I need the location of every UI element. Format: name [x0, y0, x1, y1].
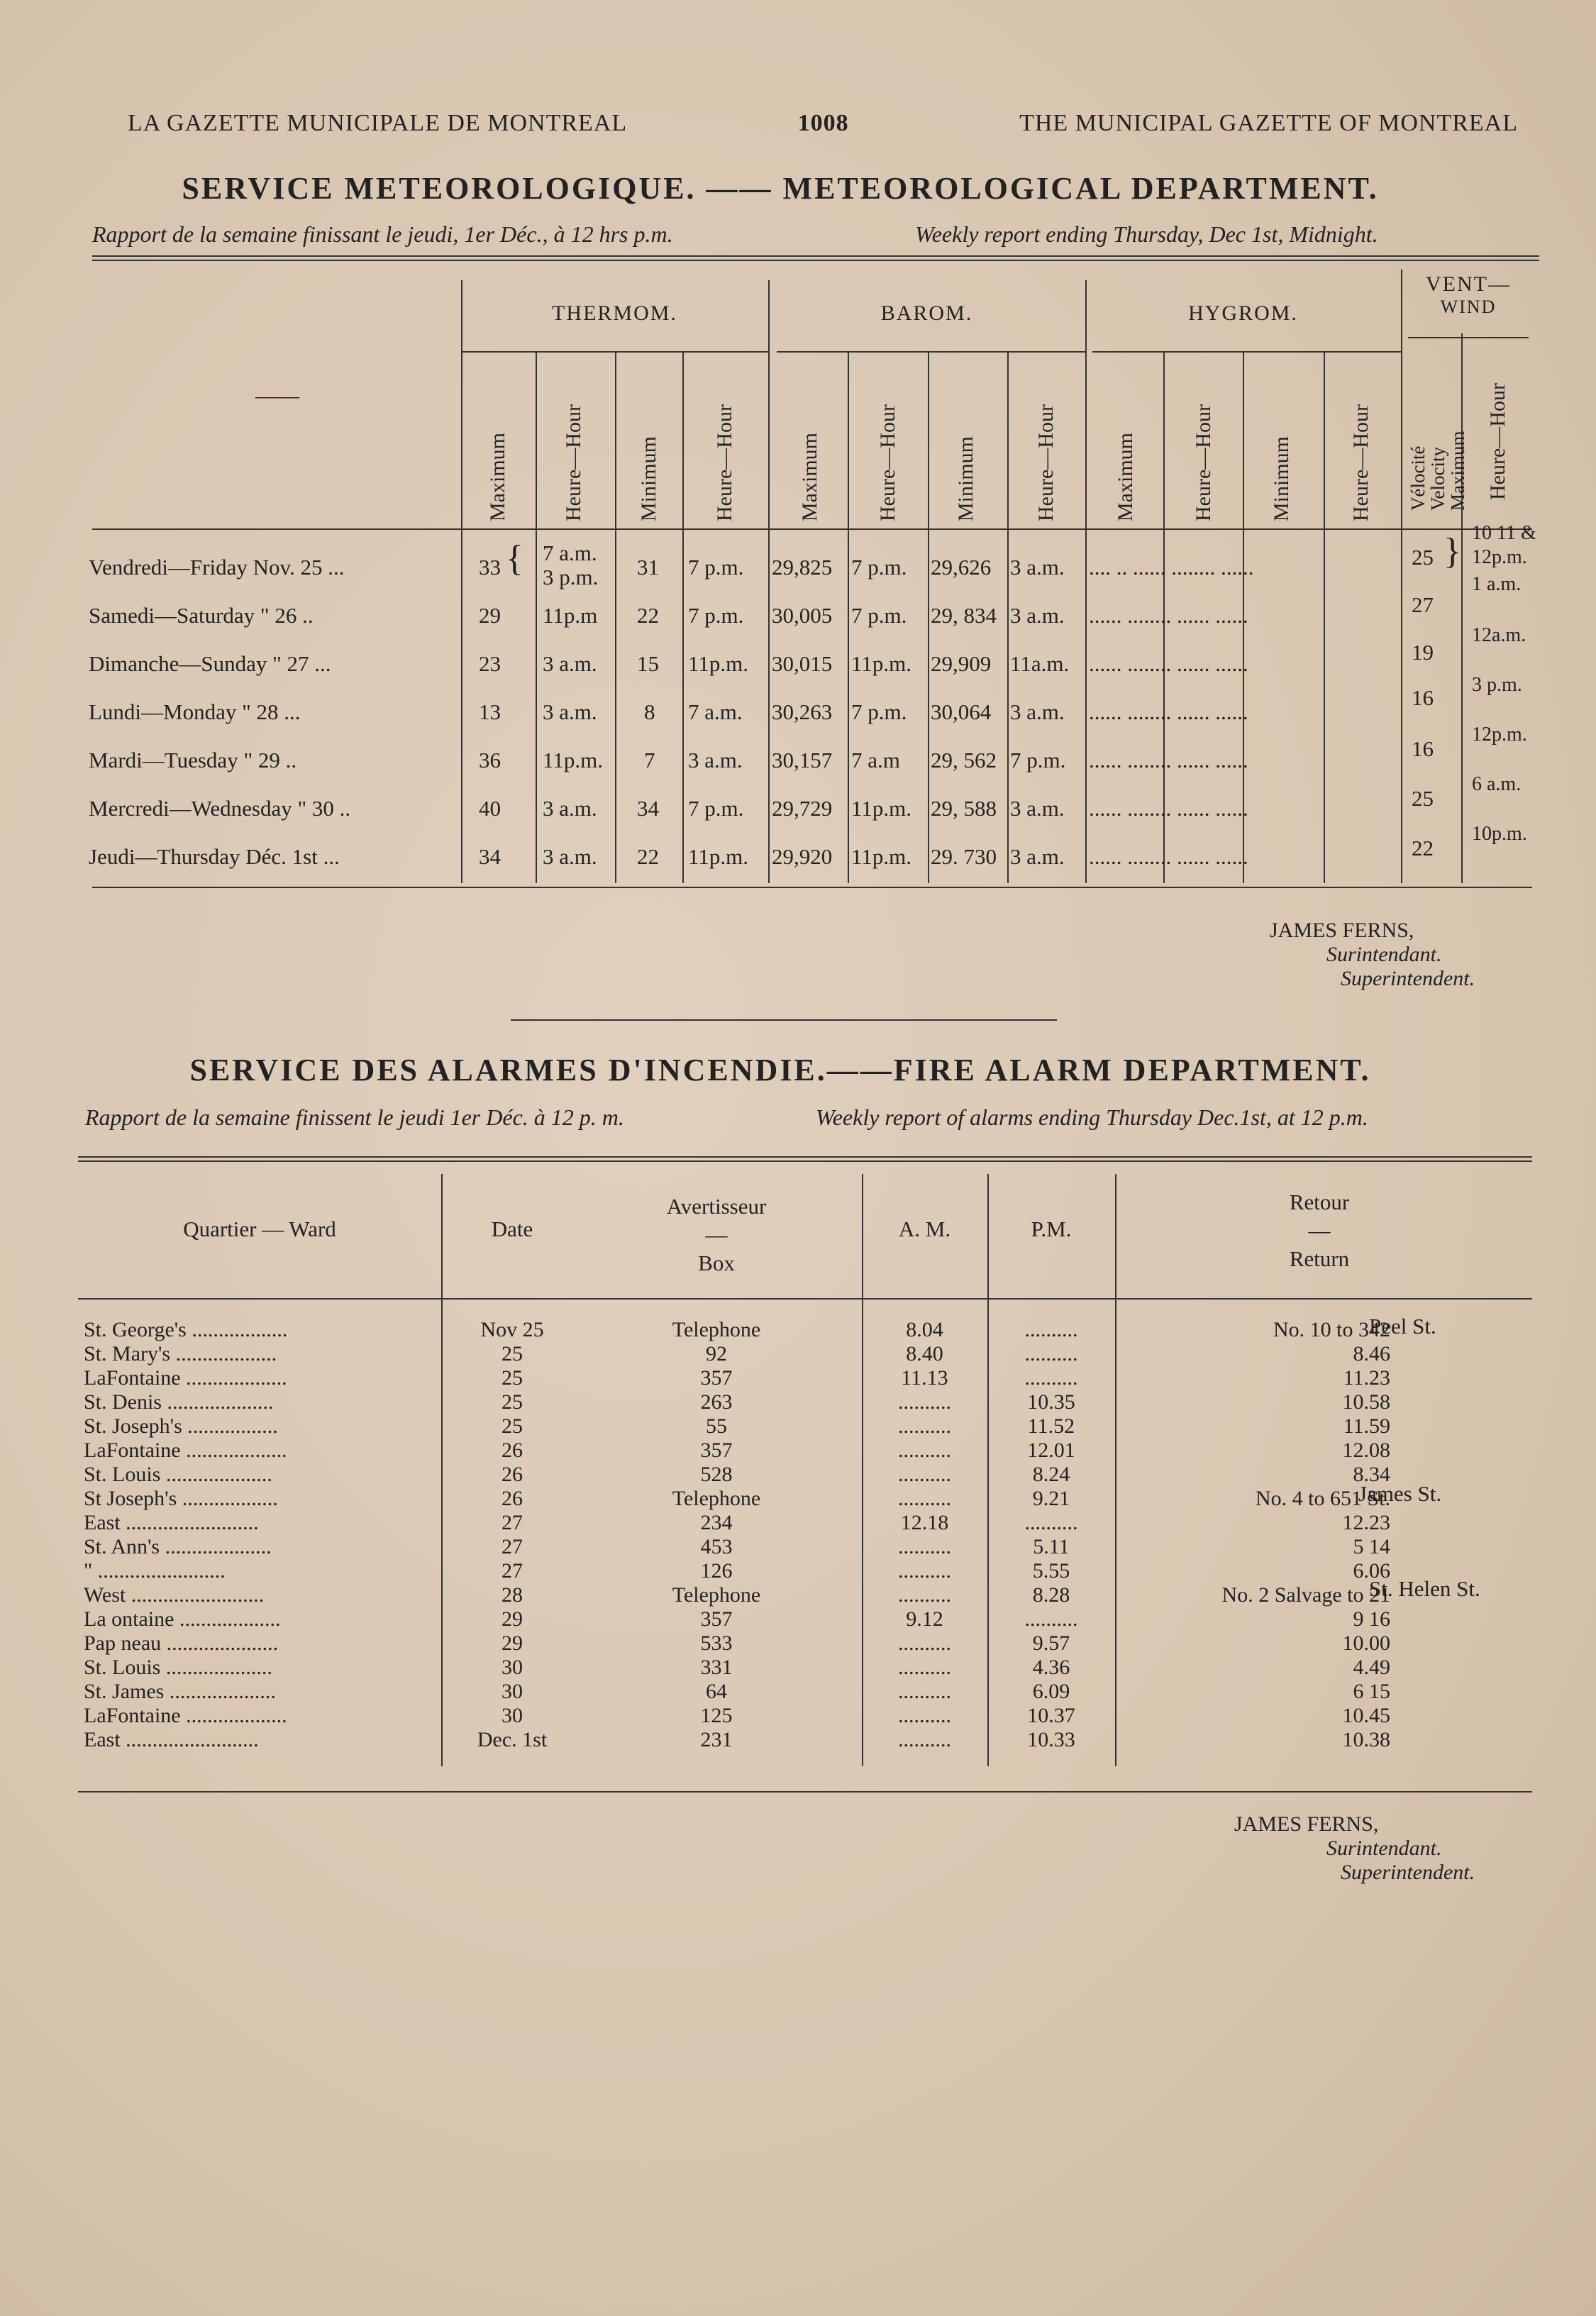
col-hygrom-min-hour: Heure—Hour — [1349, 404, 1373, 521]
fire-ward: St Joseph's .................. — [84, 1487, 278, 1510]
fire-pm: .......... — [1024, 1366, 1078, 1390]
fire-pm: 6.09 — [1032, 1680, 1070, 1703]
fire-return: 10.58 — [1342, 1390, 1390, 1414]
meteo-day: Jeudi—Thursday Déc. 1st ... — [89, 844, 340, 869]
fire-return: 8.46 — [1353, 1342, 1390, 1365]
col-hygrom-max: Maximum — [1114, 433, 1137, 521]
col-thermom-max-hour: Heure—Hour — [562, 404, 585, 521]
col-return: Retour — Return — [1289, 1190, 1350, 1271]
col-hygrom-max-hour: Heure—Hour — [1192, 404, 1215, 521]
fire-return: No. 4 to 651 St. — [1255, 1487, 1390, 1510]
fire-date: 28 — [501, 1583, 523, 1607]
fire-am: 9.12 — [906, 1607, 943, 1631]
fire-return: 12.08 — [1342, 1439, 1390, 1462]
fire-ward: St. Joseph's ................. — [84, 1414, 278, 1438]
fire-box: 357 — [700, 1439, 733, 1462]
fire-am: .......... — [898, 1414, 951, 1438]
fire-pm: 8.28 — [1032, 1583, 1070, 1607]
meteo-day: Vendredi—Friday Nov. 25 ... — [89, 555, 345, 580]
fire-box: 231 — [700, 1728, 733, 1751]
col-thermom-max: Maximum — [486, 433, 509, 521]
fire-pm: .......... — [1024, 1318, 1078, 1341]
fire-am: .......... — [898, 1583, 951, 1607]
fire-date: 26 — [501, 1463, 523, 1486]
col-barom-min: Minimum — [954, 436, 977, 521]
fire-ward: East ......................... — [84, 1728, 259, 1751]
fire-ward: St. Denis .................... — [84, 1390, 274, 1414]
fire-return: 9 16 — [1353, 1607, 1390, 1631]
fire-box: 92 — [706, 1342, 727, 1365]
fire-box: 453 — [700, 1535, 733, 1558]
fire-box: 263 — [700, 1390, 733, 1414]
fire-return: 11.23 — [1343, 1366, 1390, 1390]
fire-ward: West ......................... — [84, 1583, 265, 1607]
meteo-header-rule — [92, 528, 1532, 530]
col-date: Date — [491, 1217, 533, 1241]
fire-ward: St. Louis .................... — [84, 1463, 272, 1486]
fire-pm: 10.37 — [1027, 1704, 1075, 1727]
fire-return: 5 14 — [1353, 1535, 1390, 1558]
group-barom: BAROM. — [880, 301, 973, 325]
col-barom-max-hour: Heure—Hour — [876, 404, 899, 521]
fire-ward: St. James .................... — [84, 1680, 276, 1703]
col-wind-hour: Heure—Hour — [1486, 383, 1509, 500]
fire-return: 10.38 — [1342, 1728, 1390, 1751]
fire-box: 125 — [700, 1704, 733, 1727]
fire-box: 64 — [706, 1680, 727, 1703]
fire-return: No. 2 Salvage to 21 — [1221, 1583, 1390, 1607]
fire-date: 30 — [501, 1680, 523, 1703]
fire-date: 25 — [501, 1414, 523, 1438]
header-left: LA GAZETTE MUNICIPALE DE MONTREAL — [128, 110, 628, 136]
meteo-subtitle-fr: Rapport de la semaine finissant le jeudi, 1er Déc., à 12 hrs p.m. — [92, 221, 673, 247]
header-right: THE MUNICIPAL GAZETTE OF MONTREAL — [1019, 110, 1518, 136]
fire-box: 357 — [700, 1366, 733, 1390]
fire-am: .......... — [898, 1390, 951, 1414]
fire-return: No. 10 to 342 — [1273, 1318, 1390, 1341]
fire-am: .......... — [898, 1631, 951, 1655]
fire-am: .......... — [898, 1535, 951, 1558]
fire-am: .......... — [898, 1559, 951, 1583]
fire-am: 8.40 — [906, 1342, 943, 1365]
fire-am: .......... — [898, 1656, 951, 1679]
fire-date: 25 — [501, 1390, 523, 1414]
note-james: James St. — [1358, 1481, 1442, 1506]
fire-pm: .......... — [1024, 1511, 1078, 1534]
fire-subtitle-fr: Rapport de la semaine finissent le jeudi 1er Déc. à 12 p. m. — [85, 1104, 624, 1130]
fire-am: .......... — [898, 1463, 951, 1486]
fire-top-rule — [78, 1156, 1532, 1158]
col-pm: P.M. — [1031, 1217, 1072, 1241]
fire-ward: LaFontaine ................... — [84, 1704, 287, 1727]
fire-date: 25 — [501, 1366, 523, 1390]
fire-box: 357 — [700, 1607, 733, 1631]
fire-title: SERVICE DES ALARMES D'INCENDIE.——FIRE ALARM DEPARTMENT. — [189, 1053, 1371, 1087]
meteo-bottom-rule — [92, 887, 1532, 888]
fire-return: 11.59 — [1343, 1414, 1390, 1438]
fire-date: 25 — [501, 1342, 523, 1365]
group-wind: VENT— WIND — [1426, 272, 1511, 317]
fire-box: 55 — [706, 1414, 727, 1438]
fire-date: 27 — [501, 1559, 523, 1583]
fire-box: 234 — [700, 1511, 733, 1534]
fire-date: 29 — [501, 1631, 523, 1655]
fire-return: 4.49 — [1353, 1656, 1390, 1679]
day-column-header: —— — [255, 383, 299, 408]
running-header — [128, 110, 1518, 137]
page-number: 1008 — [797, 110, 849, 136]
fire-box: 331 — [700, 1656, 733, 1679]
fire-date: 30 — [501, 1704, 523, 1727]
col-barom-max: Maximum — [798, 433, 821, 521]
fire-return: 12.23 — [1342, 1511, 1390, 1534]
fire-am: .......... — [898, 1487, 951, 1510]
fire-date: 27 — [501, 1511, 523, 1534]
fire-am: .......... — [898, 1728, 951, 1751]
meteo-signature: JAMES FERNS, Surintendant. Superintendent. — [1270, 919, 1475, 990]
fire-return: 8.34 — [1353, 1463, 1390, 1486]
col-thermom-min-hour: Heure—Hour — [713, 404, 736, 521]
fire-ward: St. Ann's .................... — [84, 1535, 272, 1558]
fire-pm: .......... — [1024, 1342, 1078, 1365]
fire-ward: St. George's .................. — [84, 1318, 288, 1341]
note-st-helen: St. Helen St. — [1369, 1576, 1480, 1601]
fire-date: 27 — [501, 1535, 523, 1558]
fire-am: 12.18 — [900, 1511, 949, 1534]
fire-return: 10.00 — [1342, 1631, 1390, 1655]
section-divider — [511, 1019, 1057, 1021]
col-am: A. M. — [898, 1217, 951, 1241]
fire-box: Telephone — [672, 1487, 761, 1510]
group-thermom: THERMOM. — [552, 301, 677, 325]
col-barom-min-hour: Heure—Hour — [1034, 404, 1058, 521]
fire-pm: 9.21 — [1032, 1487, 1070, 1510]
meteo-subtitle-en: Weekly report ending Thursday, Dec 1st, Midnight. — [915, 221, 1378, 247]
fire-box: 126 — [700, 1559, 733, 1583]
fire-pm: 11.52 — [1027, 1414, 1075, 1438]
col-box: Avertisseur — Box — [666, 1194, 767, 1275]
fire-pm: 10.33 — [1027, 1728, 1075, 1751]
fire-date: 26 — [501, 1439, 523, 1462]
fire-return: 6 15 — [1353, 1680, 1390, 1703]
fire-am: .......... — [898, 1704, 951, 1727]
fire-box: Telephone — [672, 1583, 761, 1607]
fire-date: 26 — [501, 1487, 523, 1510]
fire-pm: 8.24 — [1032, 1463, 1070, 1486]
fire-box: 533 — [700, 1631, 733, 1655]
meteo-day: Mercredi—Wednesday " 30 .. — [89, 796, 351, 821]
meteo-title: SERVICE METEOROLOGIQUE. —— METEOROLOGICAL DEPARTMENT. — [182, 171, 1379, 206]
fire-ward: LaFontaine ................... — [84, 1366, 287, 1390]
col-thermom-min: Minimum — [637, 436, 660, 521]
meteo-day: Mardi—Tuesday " 29 .. — [89, 748, 297, 772]
meteo-day: Samedi—Saturday " 26 .. — [89, 603, 314, 628]
col-wind-velocity: Vélocité Velocity Maximum — [1407, 431, 1468, 511]
fire-date: Nov 25 — [480, 1318, 544, 1341]
fire-ward: La ontaine ................... — [84, 1607, 281, 1631]
fire-am: 11.13 — [901, 1366, 948, 1390]
fire-am: .......... — [898, 1439, 951, 1462]
fire-pm: 9.57 — [1032, 1631, 1070, 1655]
fire-pm: 5.11 — [1033, 1535, 1070, 1558]
meteo-day: Dimanche—Sunday " 27 ... — [89, 651, 331, 676]
fire-pm: 4.36 — [1032, 1656, 1070, 1679]
fire-box: Telephone — [672, 1318, 761, 1341]
fire-header-rule — [78, 1298, 1532, 1300]
col-ward: Quartier — Ward — [183, 1217, 336, 1241]
fire-ward: St. Mary's ................... — [84, 1342, 277, 1365]
fire-box: 528 — [700, 1463, 733, 1486]
fire-pm: .......... — [1024, 1607, 1078, 1631]
fire-bottom-rule — [78, 1791, 1532, 1793]
col-hygrom-min: Minimum — [1270, 436, 1293, 521]
gazette-page: LA GAZETTE MUNICIPALE DE MONTREAL 1008 THE MUNICIPAL GAZETTE OF MONTREAL SERVICE METEOROLOGIQUE. —— METEOROLOGICAL DEPARTMENT. Rapport de la semaine finissant le jeudi, 1er Déc., à 12 hrs p.m. Weekly report ending Thursday, Dec 1st, Midnight. THERMOM. BAROM. HYGROM. VENT— WIND —— Maximum Heure—Hour Minimum Heure—Hour Maximum Heure—Hour Minimum Heure—Hour Maximum Heure—Hour Minimum Heure—Hour Vélocité Velocity Maximum Heure—Hour Vendredi—Friday Nov. 25 ... 33 { 7 a.m. 3 p.m. 31 7 p.m. 29,825 7 p.m. 29,626 3 a.m. .... .. ...... ........ ...... 25 } 10 11 & 12p.m. Samedi—Saturday " 26 .. 29 11p.m 22 7 p.m. 30,005 7 p.m. 29, 834 3 a.m. ...... ........ ...... ...... 27 1 a.m. Dimanche—Sunday " 27 ... 23 3 a.m. 15 11p.m. 30,015 11p.m. 29,909 11a.m. ...... ........ ...... ...... 19 12a.m. Lundi—Monday " 28 ... 13 3 a.m. 8 7 a.m. 30,263 7 p.m. 30,064 3 a.m. ...... ........ ...... ...... 16 3 p.m. Mardi—Tuesday " 29 .. 36 11p.m. 7 3 a.m. 30,157 7 a.m 29, 562 7 p.m. ...... ........ ...... ...... 16 12p.m. Mercredi—Wednesday " 30 .. 40 3 a.m. 34 7 p.m. 29,729 11p.m. 29, 588 3 a.m. ...... ........ ...... ...... 25 6 a.m. Jeudi—Thursday Déc. 1st ... 34 3 a.m. 22 11p.m. 29,920 11p.m. 29. 730 3 a.m. ...... ........ ...... ...... 22 10p.m. JAMES FERNS, Surintendant. Superintendent. SERVICE DES ALARMES D'INCENDIE.——FIRE ALARM DEPARTMENT. Rapport de la semaine finissent le jeudi 1er Déc. à 12 p. m. Weekly report of alarms ending Thursday Dec.1st, at 12 p.m. Quartier — Ward Date Avertisseur — Box A. M. P.M. Retour — Return St. George's .................. Nov 25 Telephone 8.04 .......... No. 10 to 342 St. Mary's ................... 25 92 8.40 .......... 8.46 LaFontaine ................... 25 357 11.13 .......... 11.23 St. Denis .................... 25 263 .......... 10.35 10.58 St. Joseph's ................. 25 55 .......... 11.52 11.59 LaFontaine ................... 26 357 .......... 12.01 12.08 St. Louis .................... 26 528 .......... 8.24 8.34 St Joseph's .................. 26 Telephone .......... 9.21 No. 4 to 651 St. East ......................... 27 234 12.18 .......... 12.23 St. Ann's .................... 27 453 .......... 5.11 5 14 " ........................ 27 126 .......... 5.55 6.06 West ......................... 28 Telephone .......... 8.28 No. 2 Salvage to 21 La ontaine ................... 29 357 9.12 .......... 9 16 Pap neau ..................... 29 533 .......... 9.57 10.00 St. Louis .................... 30 331 .......... 4.36 4.49 St. James .................... 30 64 .......... 6.09 6 15 LaFontaine ................... 30 125 .......... 10.37 10.45 East ......................... Dec. 1st 231 .......... 10.33 10.38 Peel St. James St. St. Helen St. JAMES FERNS, Surintendant. Superintendent. — [0, 0, 1596, 2316]
fire-pm: 10.35 — [1027, 1390, 1075, 1414]
fire-return: 10.45 — [1342, 1704, 1390, 1727]
fire-date: Dec. 1st — [477, 1728, 548, 1751]
fire-signature: JAMES FERNS, Surintendant. Superintendent. — [1234, 1812, 1475, 1884]
fire-pm: 12.01 — [1027, 1439, 1075, 1462]
group-hygrom: HYGROM. — [1188, 301, 1298, 325]
fire-ward: Pap neau ..................... — [84, 1631, 279, 1655]
fire-pm: 5.55 — [1032, 1559, 1070, 1583]
meteo-top-rule — [92, 255, 1539, 257]
fire-subtitle-en: Weekly report of alarms ending Thursday Dec.1st, at 12 p.m. — [816, 1104, 1368, 1130]
fire-am: .......... — [898, 1680, 951, 1703]
note-peel: Peel St. — [1369, 1314, 1436, 1339]
fire-ward: " ........................ — [84, 1559, 226, 1583]
fire-return: 6.06 — [1353, 1559, 1390, 1583]
fire-date: 29 — [501, 1607, 523, 1631]
fire-ward: St. Louis .................... — [84, 1656, 272, 1679]
fire-am: 8.04 — [906, 1318, 943, 1341]
fire-date: 30 — [501, 1656, 523, 1679]
meteo-day: Lundi—Monday " 28 ... — [89, 699, 301, 724]
fire-ward: LaFontaine ................... — [84, 1439, 287, 1462]
fire-ward: East ......................... — [84, 1511, 259, 1534]
